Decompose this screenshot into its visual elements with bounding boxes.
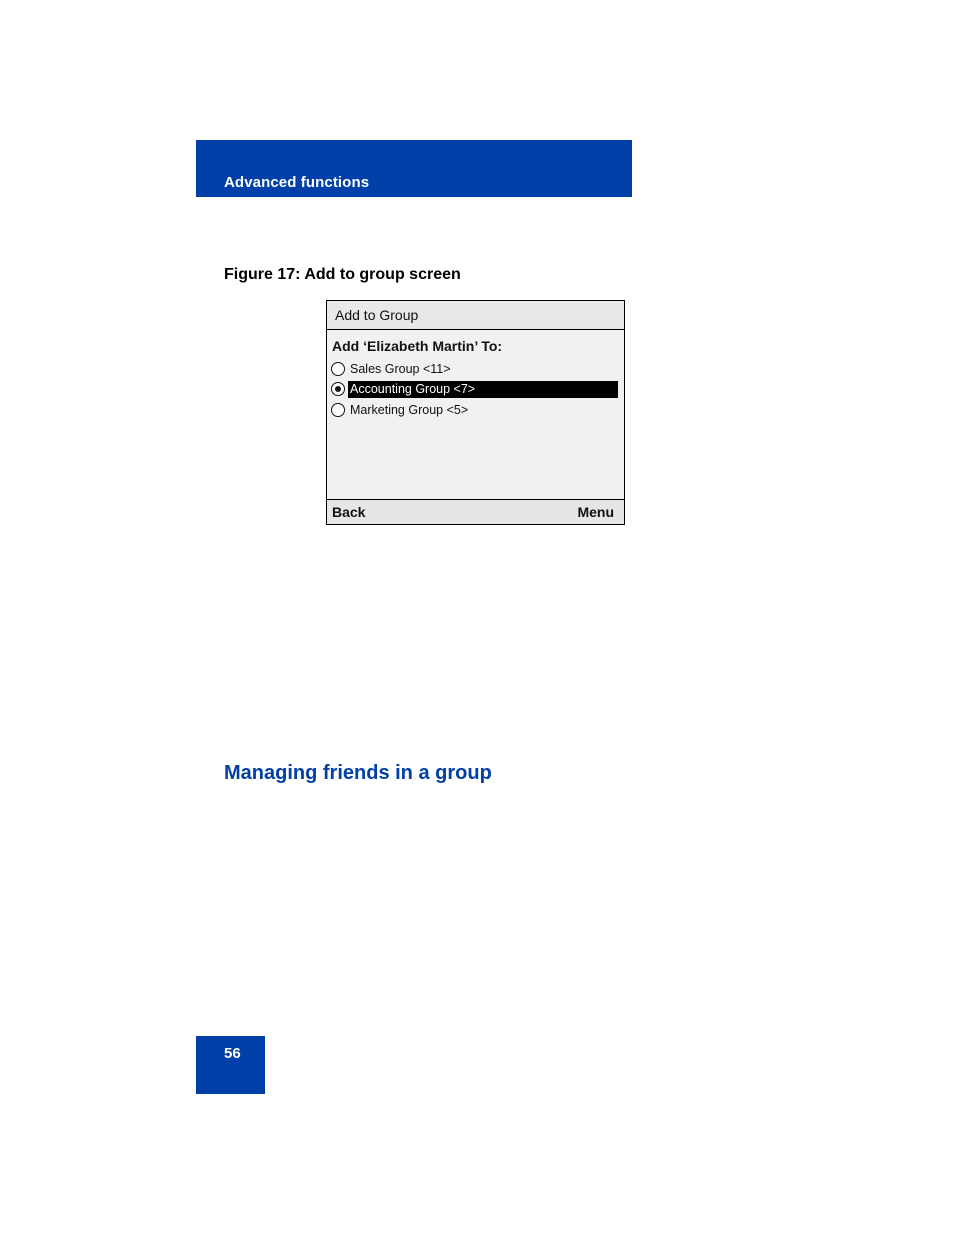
figure-caption: Figure 17: Add to group screen: [224, 266, 461, 283]
option-label: Accounting Group <7>: [350, 382, 476, 396]
phone-screen: [326, 300, 625, 525]
section-heading: Managing friends in a group: [224, 762, 492, 784]
option-marketing-group[interactable]: [331, 402, 619, 420]
option-label: Marketing Group <5>: [350, 403, 469, 417]
radio-unselected-icon[interactable]: [331, 362, 345, 376]
page-number-box: [196, 1036, 265, 1094]
screen-title: Add to Group: [335, 307, 419, 323]
screen-title-bar: [327, 301, 624, 330]
radio-unselected-icon[interactable]: [331, 403, 345, 417]
softkey-bar: [327, 499, 624, 524]
menu-softkey[interactable]: Menu: [577, 504, 614, 520]
chapter-title: Advanced functions: [224, 174, 370, 191]
page-number: 56: [224, 1045, 241, 1062]
option-label: Sales Group <11>: [350, 362, 451, 376]
chapter-header-bar: [196, 140, 632, 197]
option-accounting-group[interactable]: [331, 381, 619, 399]
option-sales-group[interactable]: [331, 361, 619, 379]
radio-selected-icon[interactable]: [331, 382, 345, 396]
back-softkey[interactable]: Back: [332, 504, 366, 520]
add-prompt: Add ‘Elizabeth Martin’ To:: [332, 338, 503, 354]
